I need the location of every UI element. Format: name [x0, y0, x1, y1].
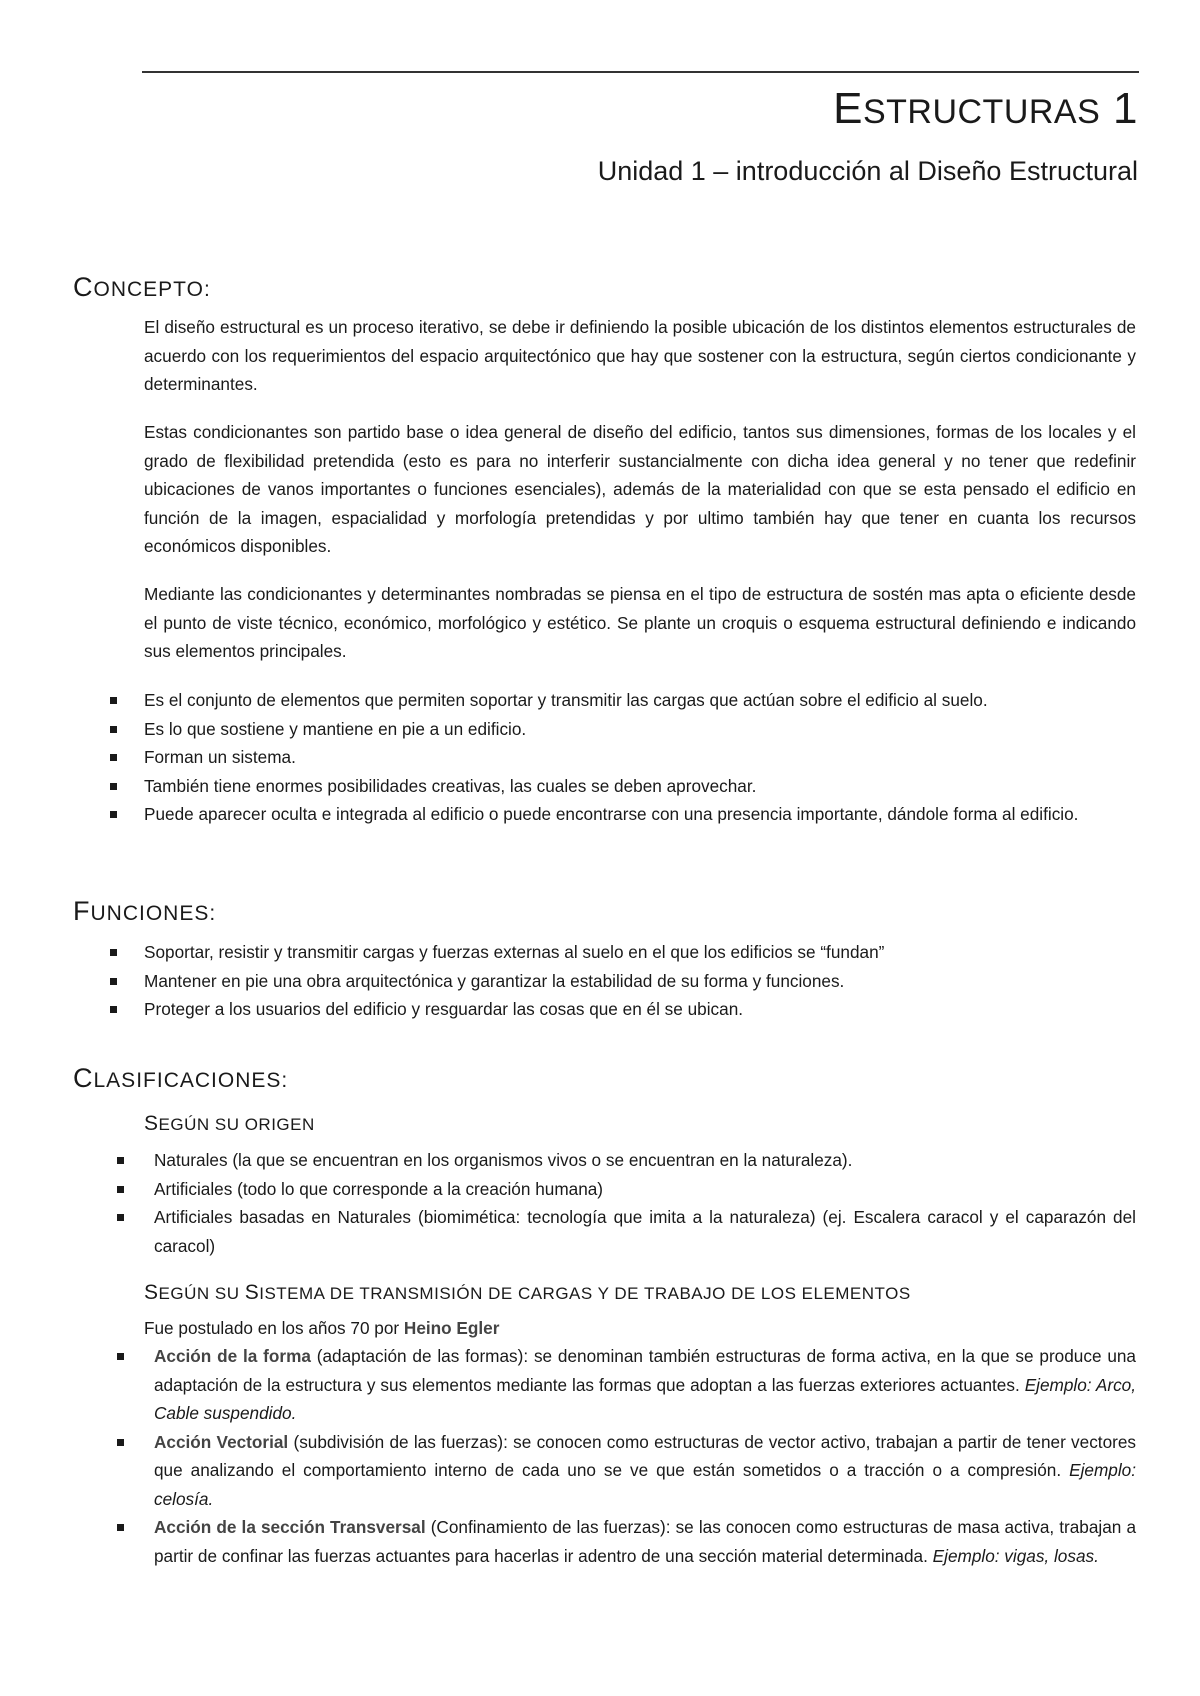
list-item: Es el conjunto de elementos que permiten soportar y transmitir las cargas que actúan sobre el edificio al suelo. — [105, 686, 1136, 715]
list-item: Artificiales basadas en Naturales (biomimética: tecnología que imita a la naturaleza) (ej. Escalera caracol y el caparazón del caracol) — [112, 1203, 1136, 1260]
bullet-marker — [117, 1157, 124, 1164]
bullet-marker — [110, 949, 117, 956]
bullet-marker — [117, 1353, 124, 1360]
sistema-intro: Fue postulado en los años 70 por Heino Egler — [144, 1318, 500, 1338]
document-subtitle: Unidad 1 – introducción al Diseño Estructural — [597, 156, 1138, 186]
bullet-marker — [110, 754, 117, 761]
paragraph: Mediante las condicionantes y determinantes nombradas se piensa en el tipo de estructura de sostén mas apta o eficiente desde el punto de viste técnico, económico, morfológico y estético. Se plante un croquis o esquema estructural definiendo e indicando sus elementos principales. — [144, 584, 1136, 661]
bullet-marker — [110, 726, 117, 733]
list-item: Artificiales (todo lo que corresponde a la creación humana) — [112, 1175, 1136, 1204]
list-item: Acción de la sección Transversal (Confinamiento de las fuerzas): se las conocen como estructuras de masa activa, trabajan a partir de confinar las fuerzas actuantes para hacerlas ir adentro de una sección material determinada. Ejemplo: vigas, losas. — [112, 1513, 1136, 1570]
heading-clasificaciones: CLASIFICACIONES: — [73, 1063, 289, 1093]
paragraph: Estas condicionantes son partido base o idea general de diseño del edificio, tantos sus dimensiones, formas de los locales y el grado de flexibilidad pretendida (esto es para no interferir sustancialmente con dicha idea general y no tener que redefinir ubicaciones de vanos importantes o funciones esenciales), además de la materialidad con que se esta pensado el edificio en función de la imagen, espacialidad y morfología pretendidas y por ultimo también hay que tener en cuanta los recursos económicos disponibles. — [144, 422, 1136, 556]
subheading-segun-sistema: SEGÚN SU SISTEMA DE TRANSMISIÓN DE CARGAS Y DE TRABAJO DE LOS ELEMENTOS — [144, 1281, 911, 1304]
sistema-bullet-list — [112, 1342, 1136, 1570]
list-item: Proteger a los usuarios del edificio y resguardar las cosas que en él se ubican. — [105, 995, 1136, 1024]
document-title: ESTRUCTURAS 1 — [833, 84, 1138, 133]
bullet-marker — [117, 1214, 124, 1221]
heading-funciones: FUNCIONES: — [73, 896, 217, 926]
list-item: Forman un sistema. — [105, 743, 1136, 772]
list-item: Es lo que sostiene y mantiene en pie a un edificio. — [105, 715, 1136, 744]
bullet-marker — [110, 978, 117, 985]
origen-bullet-list — [112, 1146, 1136, 1260]
bullet-marker — [110, 1006, 117, 1013]
list-item: Soportar, resistir y transmitir cargas y fuerzas externas al suelo en el que los edificios se “fundan” — [105, 938, 1136, 967]
bullet-marker — [117, 1524, 124, 1531]
list-item: Acción de la forma (adaptación de las formas): se denominan también estructuras de forma activa, en la que se produce una adaptación de la estructura y sus elementos mediante las formas que adoptan a las fuerzas exteriores actuantes. Ejemplo: Arco, Cable suspendido. — [112, 1342, 1136, 1428]
bullet-marker — [110, 783, 117, 790]
list-item: Acción Vectorial (subdivisión de las fuerzas): se conocen como estructuras de vector activo, trabajan a partir de tener vectores que analizando el comportamiento interno de cada uno se ve que están sometidos o a tracción o a compresión. Ejemplo: celosía. — [112, 1428, 1136, 1514]
bullet-marker — [110, 811, 117, 818]
list-item: Naturales (la que se encuentran en los organismos vivos o se encuentran en la naturaleza). — [112, 1146, 1136, 1175]
heading-concepto: CONCEPTO: — [73, 272, 211, 302]
concepto-bullet-list — [105, 686, 1136, 829]
list-item: Puede aparecer oculta e integrada al edificio o puede encontrarse con una presencia importante, dándole forma al edificio. — [105, 800, 1136, 829]
header-rule — [142, 71, 1139, 73]
bullet-marker — [117, 1186, 124, 1193]
bullet-marker — [110, 697, 117, 704]
funciones-bullet-list — [105, 938, 1136, 1024]
list-item: Mantener en pie una obra arquitectónica y garantizar la estabilidad de su forma y funciones. — [105, 967, 1136, 996]
list-item: También tiene enormes posibilidades creativas, las cuales se deben aprovechar. — [105, 772, 1136, 801]
paragraph: El diseño estructural es un proceso iterativo, se debe ir definiendo la posible ubicación de los distintos elementos estructurales de acuerdo con los requerimientos del espacio arquitectónico que hay que sostener con la estructura, según ciertos condicionante y determinantes. — [144, 317, 1136, 394]
bullet-marker — [117, 1439, 124, 1446]
subheading-segun-origen: SEGÚN SU ORIGEN — [144, 1112, 315, 1135]
